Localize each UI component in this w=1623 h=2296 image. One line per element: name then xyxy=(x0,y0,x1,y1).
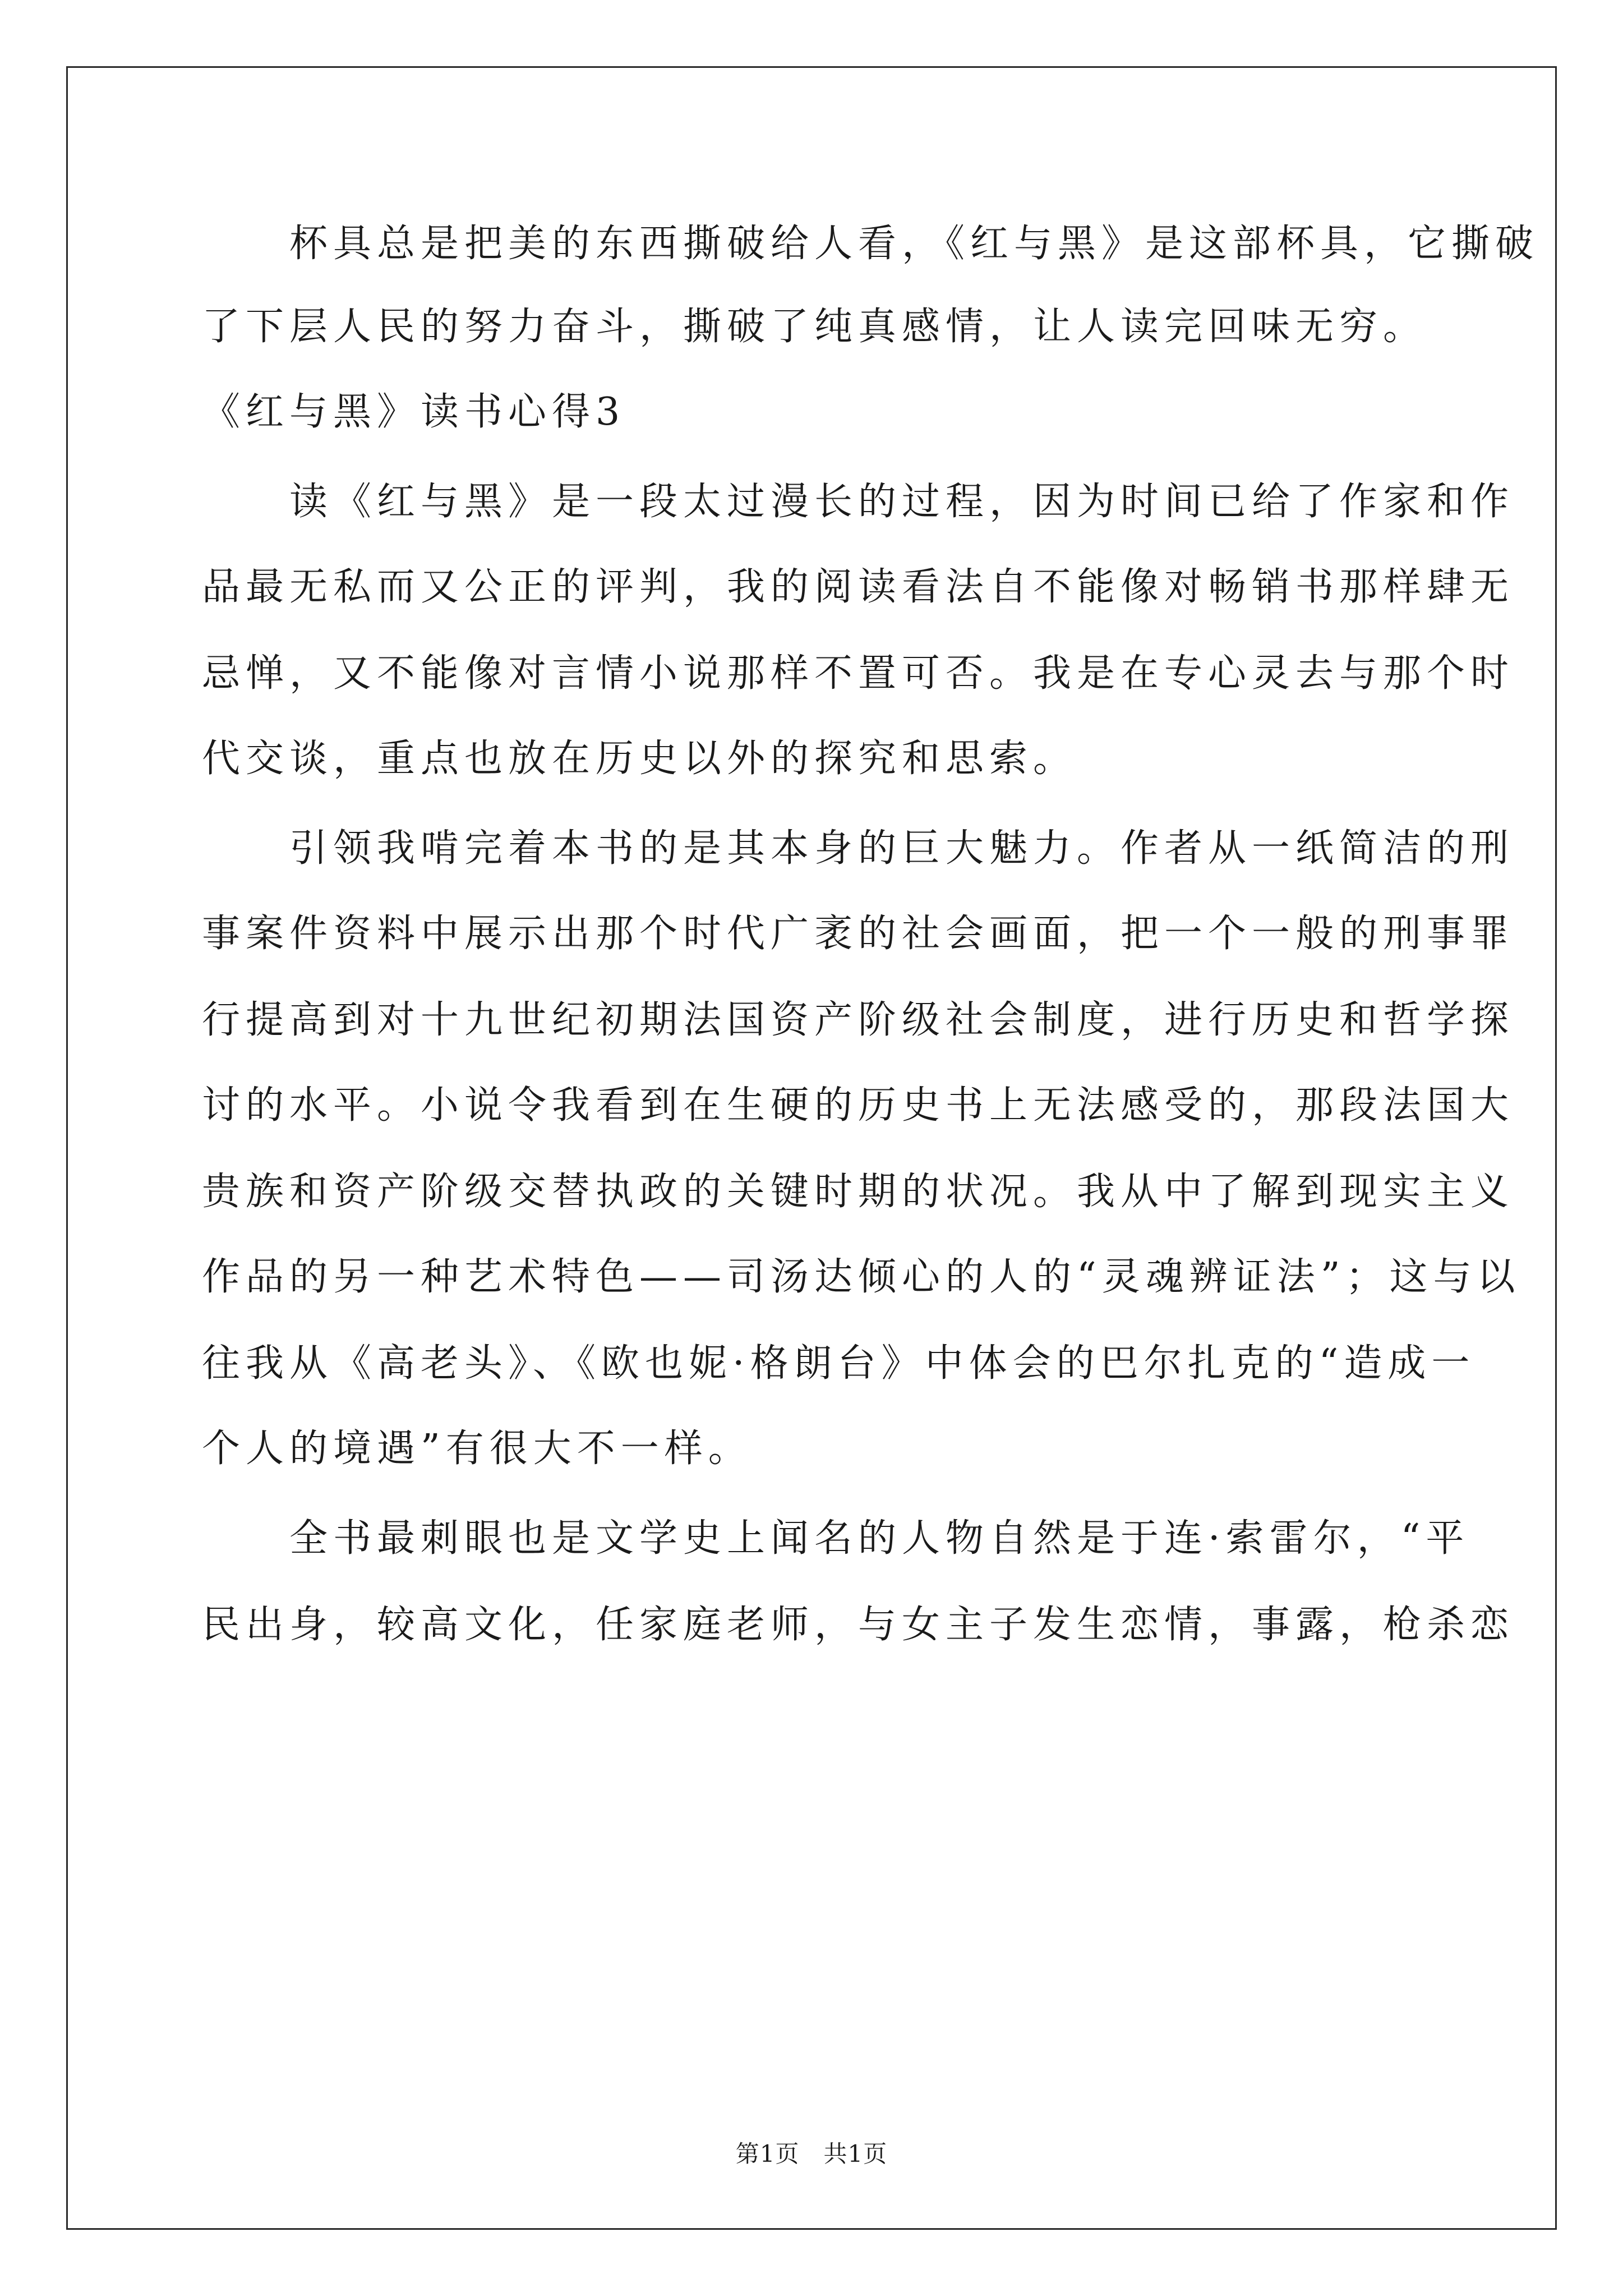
page-footer: 第1页 共1页 xyxy=(735,2140,888,2168)
text-line: 读《红与黑》是一段太过漫长的过程，因为时间已给了作家和作 xyxy=(202,480,1515,524)
text-line: 全书最刺眼也是文学史上闻名的人物自然是于连·索雷尔，“平 xyxy=(202,1516,1470,1561)
text-line: 了下层人民的努力奋斗，撕破了纯真感情，让人读完回味无穷。 xyxy=(202,305,1427,349)
text-line: 杯具总是把美的东西撕破给人看，《红与黑》是这部杯具，它撕破 xyxy=(202,222,1539,266)
text-line: 作品的另一种艺术特色——司汤达倾心的人的“灵魂辨证法”；这与以 xyxy=(202,1255,1521,1299)
text-line: 引领我啃完着本书的是其本身的巨大魅力。作者从一纸简洁的刑 xyxy=(202,826,1515,871)
text-line: 代交谈，重点也放在历史以外的探究和思索。 xyxy=(202,737,1077,781)
text-line: 讨的水平。小说令我看到在生硬的历史书上无法感受的，那段法国大 xyxy=(202,1083,1515,1128)
text-line: 事案件资料中展示出那个时代广袤的社会画面，把一个一般的刑事罪 xyxy=(202,912,1515,956)
text-line: 忌惮，又不能像对言情小说那样不置可否。我是在专心灵去与那个时 xyxy=(202,651,1515,696)
text-line: 个人的境遇”有很大不一样。 xyxy=(202,1427,752,1471)
text-line: 行提高到对十九世纪初期法国资产阶级社会制度，进行历史和哲学探 xyxy=(202,998,1515,1042)
text-line: 品最无私而又公正的评判，我的阅读看法自不能像对畅销书那样肆无 xyxy=(202,565,1515,609)
text-line: 贵族和资产阶级交替执政的关键时期的状况。我从中了解到现实主义 xyxy=(202,1170,1515,1214)
text-line: 民出身，较高文化，任家庭老师，与女主子发生恋情，事露，枪杀恋 xyxy=(202,1603,1515,1647)
section-heading: 《红与黑》读书心得3 xyxy=(202,390,626,434)
text-line: 往我从《高老头》、《欧也妮·格朗台》中体会的巴尔扎克的“造成一 xyxy=(202,1341,1476,1386)
